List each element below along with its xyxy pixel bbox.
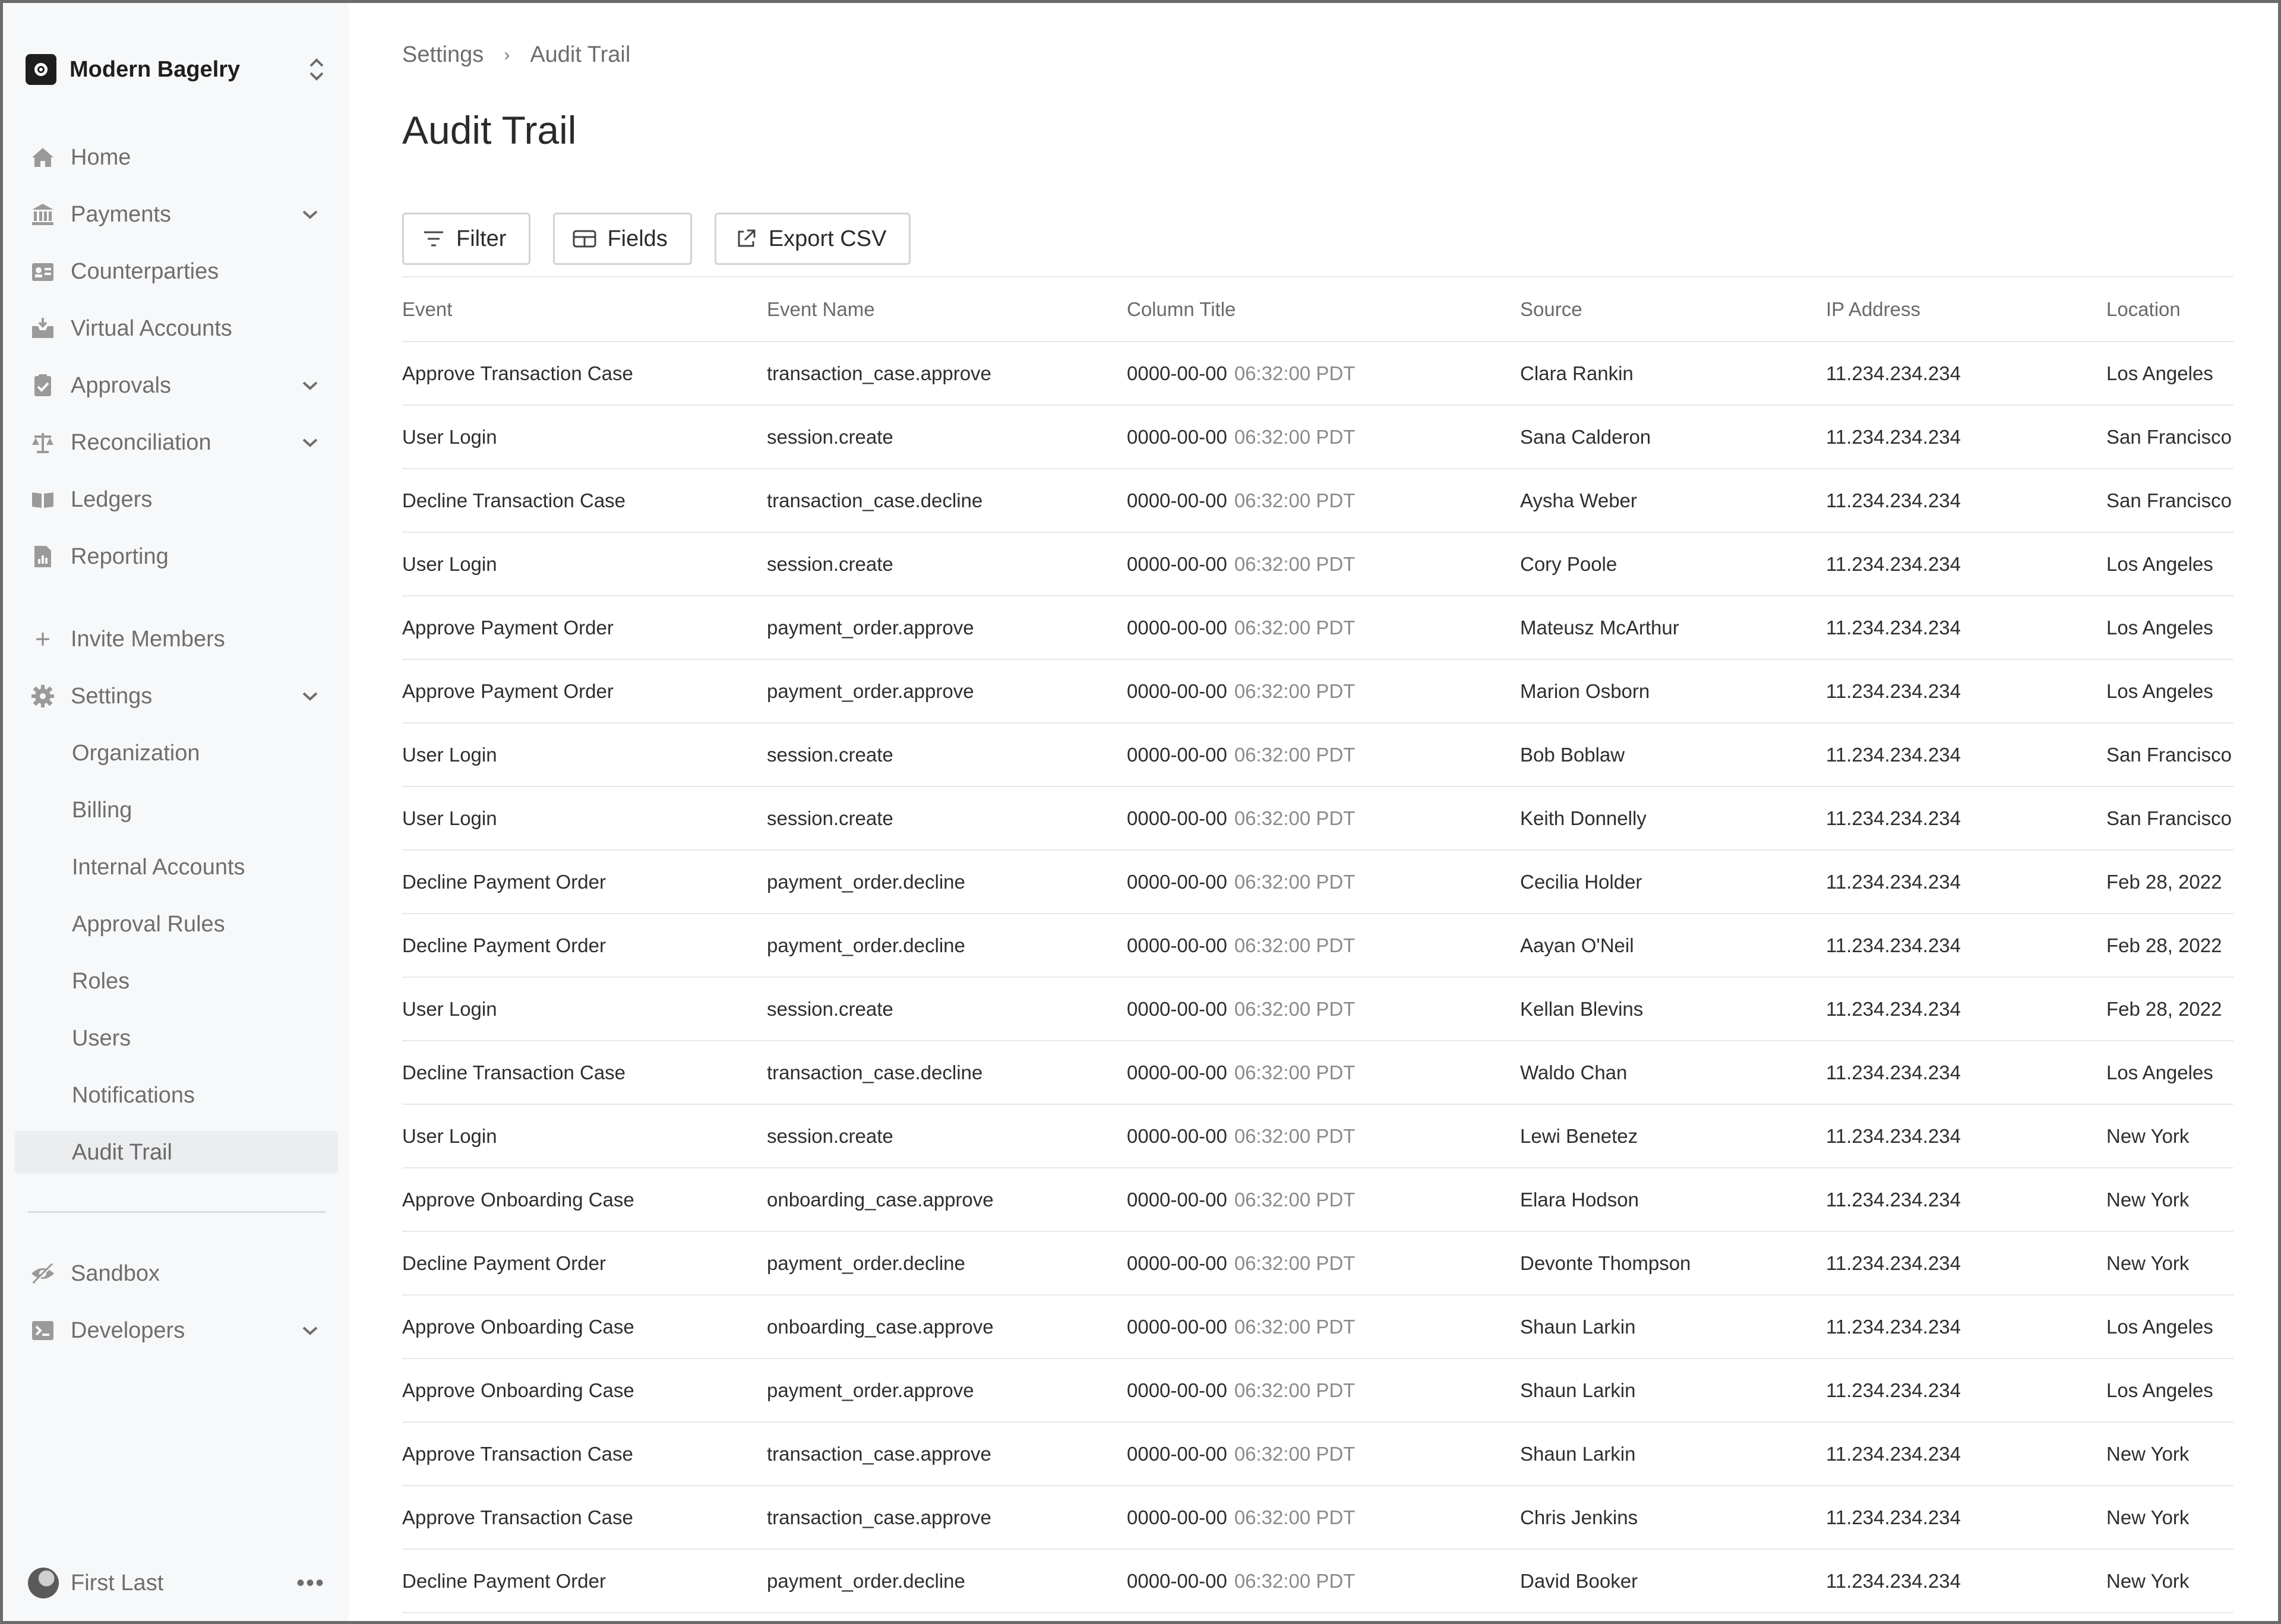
cell-event-name: onboarding_case.approve (767, 1295, 1127, 1358)
sidebar-item-approval-rules[interactable] (15, 903, 338, 946)
timestamp-date: 0000-00-00 (1127, 1379, 1227, 1401)
cell-timestamp (1127, 342, 1520, 405)
timestamp-time: 06:32:00 PDT (1234, 1506, 1356, 1528)
cell-event-name: payment_order.approve (767, 1358, 1127, 1422)
table-row[interactable] (402, 977, 2233, 1041)
home-icon (28, 143, 58, 172)
cell-timestamp (1127, 1295, 1520, 1358)
cell-timestamp (1127, 914, 1520, 977)
cell-location: Los Angeles (2106, 1358, 2233, 1422)
timestamp-date: 0000-00-00 (1127, 997, 1227, 1020)
export-csv-button[interactable] (715, 213, 911, 265)
audit-trail-table (402, 276, 2233, 1613)
timestamp-time: 06:32:00 PDT (1234, 552, 1356, 575)
timestamp-date: 0000-00-00 (1127, 1188, 1227, 1211)
org-logo-icon (26, 54, 56, 85)
cell-ip-address: 11.234.234.234 (1826, 405, 2106, 469)
page-title: Audit Trail (402, 108, 577, 152)
cell-event-name: transaction_case.decline (767, 469, 1127, 532)
cell-source: Shaun Larkin (1520, 1358, 1826, 1422)
table-row[interactable] (402, 1231, 2233, 1295)
timestamp-time: 06:32:00 PDT (1234, 362, 1356, 384)
sidebar-item-notifications[interactable] (15, 1074, 338, 1117)
breadcrumb-settings-link[interactable]: Settings (402, 42, 484, 67)
sidebar-item-label: Settings (71, 683, 153, 709)
cell-location: New York (2106, 1486, 2233, 1549)
filter-icon (422, 227, 446, 251)
cell-timestamp (1127, 596, 1520, 659)
cell-ip-address: 11.234.234.234 (1826, 1358, 2106, 1422)
cell-timestamp (1127, 786, 1520, 850)
cell-location: Feb 28, 2022 (2106, 914, 2233, 977)
table-row[interactable] (402, 469, 2233, 532)
cell-source: Elara Hodson (1520, 1168, 1826, 1231)
timestamp-time: 06:32:00 PDT (1234, 616, 1356, 639)
chevron-up-down-icon[interactable] (305, 52, 328, 87)
cell-timestamp (1127, 1422, 1520, 1486)
cell-location: San Francisco (2106, 469, 2233, 532)
sidebar-item-roles[interactable] (15, 960, 338, 1003)
main-content (349, 3, 2278, 1621)
cell-event: Decline Payment Order (402, 850, 767, 914)
table-row[interactable] (402, 1295, 2233, 1358)
cell-event-name: session.create (767, 532, 1127, 596)
cell-location: Los Angeles (2106, 1295, 2233, 1358)
table-row[interactable] (402, 786, 2233, 850)
cell-source: Mateusz McArthur (1520, 596, 1826, 659)
table-row[interactable] (402, 532, 2233, 596)
timestamp-date: 0000-00-00 (1127, 1569, 1227, 1592)
sidebar-item-label: Developers (71, 1317, 185, 1343)
sidebar-item-label: Ledgers (71, 486, 153, 512)
sidebar-item-label: Counterparties (71, 258, 219, 284)
sidebar-item-payments[interactable] (15, 193, 338, 236)
sidebar-item-label: Payments (71, 201, 171, 227)
cell-location: Feb 28, 2022 (2106, 850, 2233, 914)
cell-ip-address: 11.234.234.234 (1826, 1486, 2106, 1549)
table-row[interactable] (402, 1549, 2233, 1613)
cell-location: San Francisco (2106, 405, 2233, 469)
invite-members-label: Invite Members (71, 626, 225, 652)
timestamp-time: 06:32:00 PDT (1234, 1569, 1356, 1592)
sidebar-item-label: Home (71, 144, 131, 170)
cell-location: San Francisco (2106, 786, 2233, 850)
cell-event-name: payment_order.approve (767, 659, 1127, 723)
timestamp-time: 06:32:00 PDT (1234, 489, 1356, 511)
eye-off-icon (28, 1259, 58, 1288)
column-header-ip-address[interactable]: IP Address (1826, 277, 2106, 342)
cell-event-name: session.create (767, 786, 1127, 850)
sidebar (3, 3, 349, 1621)
sidebar-item-label: Billing (72, 797, 132, 823)
cell-event-name: transaction_case.approve (767, 1486, 1127, 1549)
timestamp-date: 0000-00-00 (1127, 807, 1227, 829)
inbox-icon (28, 314, 58, 343)
sidebar-item-reporting[interactable] (15, 535, 338, 578)
chevron-down-icon[interactable] (295, 1316, 325, 1345)
chevron-down-icon[interactable] (295, 428, 325, 457)
cell-location: New York (2106, 1231, 2233, 1295)
table-columns-icon (573, 227, 596, 251)
sidebar-item-organization[interactable] (15, 732, 338, 775)
column-header-event-name[interactable]: Event Name (767, 277, 1127, 342)
timestamp-time: 06:32:00 PDT (1234, 1252, 1356, 1274)
cell-ip-address: 11.234.234.234 (1826, 1104, 2106, 1168)
bank-icon (28, 200, 58, 229)
sidebar-item-counterparties[interactable] (15, 250, 338, 293)
table-row[interactable] (402, 1486, 2233, 1549)
timestamp-date: 0000-00-00 (1127, 1506, 1227, 1528)
column-header-event[interactable]: Event (402, 277, 767, 342)
timestamp-time: 06:32:00 PDT (1234, 807, 1356, 829)
timestamp-date: 0000-00-00 (1127, 680, 1227, 702)
timestamp-date: 0000-00-00 (1127, 1124, 1227, 1147)
avatar (28, 1568, 59, 1598)
table-row[interactable] (402, 596, 2233, 659)
sidebar-item-label: Roles (72, 968, 130, 994)
timestamp-time: 06:32:00 PDT (1234, 934, 1356, 956)
table-header-row (402, 277, 2233, 342)
cell-timestamp (1127, 977, 1520, 1041)
clipboard-check-icon (28, 371, 58, 400)
cell-ip-address: 11.234.234.234 (1826, 914, 2106, 977)
table-row[interactable] (402, 342, 2233, 405)
cell-timestamp (1127, 1231, 1520, 1295)
cell-source: Keith Donnelly (1520, 786, 1826, 850)
timestamp-date: 0000-00-00 (1127, 1442, 1227, 1465)
cell-event-name: session.create (767, 723, 1127, 786)
timestamp-date: 0000-00-00 (1127, 1061, 1227, 1083)
timestamp-time: 06:32:00 PDT (1234, 425, 1356, 448)
sidebar-item-virtual-accounts[interactable] (15, 307, 338, 350)
sidebar-item-label: Reporting (71, 544, 169, 569)
cell-event: Decline Transaction Case (402, 469, 767, 532)
cell-event-name: payment_order.approve (767, 596, 1127, 659)
cell-event: Decline Payment Order (402, 1549, 767, 1613)
org-switcher[interactable] (26, 52, 328, 87)
timestamp-time: 06:32:00 PDT (1234, 680, 1356, 702)
sidebar-item-audit-trail[interactable] (15, 1131, 338, 1174)
invite-members-button[interactable] (15, 618, 338, 661)
sidebar-item-billing[interactable] (15, 789, 338, 832)
cell-source: Devonte Thompson (1520, 1231, 1826, 1295)
filter-label: Filter (456, 226, 507, 251)
user-menu[interactable] (15, 1562, 338, 1604)
cell-timestamp (1127, 1486, 1520, 1549)
cell-event: Decline Transaction Case (402, 1041, 767, 1104)
cell-ip-address: 11.234.234.234 (1826, 723, 2106, 786)
user-name: First Last (71, 1570, 164, 1595)
timestamp-date: 0000-00-00 (1127, 489, 1227, 511)
cell-event-name: payment_order.decline (767, 914, 1127, 977)
cell-ip-address: 11.234.234.234 (1826, 1041, 2106, 1104)
cell-source: Cory Poole (1520, 532, 1826, 596)
cell-timestamp (1127, 723, 1520, 786)
timestamp-date: 0000-00-00 (1127, 552, 1227, 575)
cell-ip-address: 11.234.234.234 (1826, 532, 2106, 596)
cell-source: Lewi Benetez (1520, 1104, 1826, 1168)
cell-event: User Login (402, 1104, 767, 1168)
cell-ip-address: 11.234.234.234 (1826, 1295, 2106, 1358)
gear-icon (28, 681, 58, 711)
cell-event: Approve Transaction Case (402, 1422, 767, 1486)
cell-location: Feb 28, 2022 (2106, 977, 2233, 1041)
cell-source: Shaun Larkin (1520, 1295, 1826, 1358)
chevron-right-icon: › (504, 45, 510, 65)
chevron-down-icon[interactable] (295, 200, 325, 229)
timestamp-date: 0000-00-00 (1127, 743, 1227, 766)
cell-event: User Login (402, 977, 767, 1041)
cell-event: Decline Payment Order (402, 1231, 767, 1295)
cell-location: New York (2106, 1422, 2233, 1486)
book-icon (28, 485, 58, 514)
cell-ip-address: 11.234.234.234 (1826, 1422, 2106, 1486)
cell-ip-address: 11.234.234.234 (1826, 659, 2106, 723)
sidebar-item-sandbox[interactable] (15, 1252, 338, 1295)
cell-timestamp (1127, 405, 1520, 469)
timestamp-date: 0000-00-00 (1127, 362, 1227, 384)
timestamp-time: 06:32:00 PDT (1234, 1442, 1356, 1465)
cell-source: Marion Osborn (1520, 659, 1826, 723)
cell-event-name: session.create (767, 1104, 1127, 1168)
cell-event: Approve Onboarding Case (402, 1295, 767, 1358)
table-row[interactable] (402, 405, 2233, 469)
cell-location: Los Angeles (2106, 659, 2233, 723)
cell-source: Bob Boblaw (1520, 723, 1826, 786)
toolbar (402, 213, 911, 265)
timestamp-time: 06:32:00 PDT (1234, 1188, 1356, 1211)
sidebar-item-label: Reconciliation (71, 429, 211, 455)
timestamp-time: 06:32:00 PDT (1234, 1124, 1356, 1147)
timestamp-time: 06:32:00 PDT (1234, 997, 1356, 1020)
timestamp-date: 0000-00-00 (1127, 1315, 1227, 1338)
plus-icon (28, 624, 58, 654)
sidebar-item-label: Virtual Accounts (71, 315, 232, 341)
cell-event-name: session.create (767, 977, 1127, 1041)
cell-ip-address: 11.234.234.234 (1826, 342, 2106, 405)
cell-source: Shaun Larkin (1520, 1422, 1826, 1486)
cell-ip-address: 11.234.234.234 (1826, 1231, 2106, 1295)
cell-location: Los Angeles (2106, 596, 2233, 659)
timestamp-date: 0000-00-00 (1127, 934, 1227, 956)
cell-ip-address: 11.234.234.234 (1826, 786, 2106, 850)
cell-event: Approve Payment Order (402, 596, 767, 659)
cell-location: New York (2106, 1104, 2233, 1168)
table-body (402, 342, 2233, 1613)
cell-event-name: onboarding_case.approve (767, 1168, 1127, 1231)
cell-event: Approve Transaction Case (402, 342, 767, 405)
sidebar-item-reconciliation[interactable] (15, 421, 338, 464)
cell-event: Decline Payment Order (402, 914, 767, 977)
cell-event-name: payment_order.decline (767, 850, 1127, 914)
sidebar-item-approvals[interactable] (15, 364, 338, 407)
cell-ip-address: 11.234.234.234 (1826, 1549, 2106, 1613)
cell-event-name: transaction_case.approve (767, 1422, 1127, 1486)
cell-event-name: session.create (767, 405, 1127, 469)
cell-timestamp (1127, 1549, 1520, 1613)
filter-button[interactable] (402, 213, 530, 265)
external-link-icon (734, 227, 758, 251)
more-icon[interactable]: ••• (296, 1569, 325, 1596)
cell-event: Approve Transaction Case (402, 1486, 767, 1549)
cell-location: New York (2106, 1549, 2233, 1613)
contacts-icon (28, 257, 58, 286)
cell-source: Sana Calderon (1520, 405, 1826, 469)
cell-source: Aayan O'Neil (1520, 914, 1826, 977)
cell-location: San Francisco (2106, 723, 2233, 786)
cell-timestamp (1127, 850, 1520, 914)
chevron-down-icon[interactable] (295, 681, 325, 711)
cell-event: User Login (402, 532, 767, 596)
table-row[interactable] (402, 1168, 2233, 1231)
cell-event: Approve Onboarding Case (402, 1168, 767, 1231)
column-header-column-title[interactable]: Column Title (1127, 277, 1520, 342)
table-row[interactable] (402, 1422, 2233, 1486)
cell-timestamp (1127, 1358, 1520, 1422)
cell-event: Approve Payment Order (402, 659, 767, 723)
cell-event: User Login (402, 723, 767, 786)
breadcrumb-current: Audit Trail (530, 42, 631, 67)
table-row[interactable] (402, 1358, 2233, 1422)
cell-event-name: transaction_case.approve (767, 342, 1127, 405)
cell-ip-address: 11.234.234.234 (1826, 977, 2106, 1041)
sidebar-item-internal-accounts[interactable] (15, 846, 338, 889)
cell-timestamp (1127, 532, 1520, 596)
fields-button[interactable] (553, 213, 691, 265)
sidebar-item-label: Internal Accounts (72, 854, 245, 880)
table-row[interactable] (402, 914, 2233, 977)
cell-location: Los Angeles (2106, 1041, 2233, 1104)
timestamp-time: 06:32:00 PDT (1234, 1379, 1356, 1401)
cell-event-name: transaction_case.decline (767, 1041, 1127, 1104)
breadcrumb (402, 42, 630, 68)
sidebar-item-label: Approval Rules (72, 911, 225, 937)
column-header-source[interactable]: Source (1520, 277, 1826, 342)
cell-location: New York (2106, 1168, 2233, 1231)
timestamp-time: 06:32:00 PDT (1234, 1315, 1356, 1338)
sidebar-item-label: Organization (72, 740, 200, 766)
cell-timestamp (1127, 469, 1520, 532)
cell-source: David Booker (1520, 1549, 1826, 1613)
table-row[interactable] (402, 1104, 2233, 1168)
cell-event-name: payment_order.decline (767, 1549, 1127, 1613)
cell-ip-address: 11.234.234.234 (1826, 596, 2106, 659)
cell-source: Clara Rankin (1520, 342, 1826, 405)
cell-timestamp (1127, 1041, 1520, 1104)
cell-timestamp (1127, 659, 1520, 723)
sidebar-item-settings[interactable] (15, 675, 338, 718)
timestamp-date: 0000-00-00 (1127, 1252, 1227, 1274)
cell-ip-address: 11.234.234.234 (1826, 850, 2106, 914)
cell-source: Aysha Weber (1520, 469, 1826, 532)
cell-event-name: payment_order.decline (767, 1231, 1127, 1295)
table-row[interactable] (402, 659, 2233, 723)
sidebar-item-label: Approvals (71, 372, 171, 398)
cell-event: User Login (402, 786, 767, 850)
sidebar-item-label: Audit Trail (72, 1139, 172, 1165)
cell-location: Los Angeles (2106, 532, 2233, 596)
cell-ip-address: 11.234.234.234 (1826, 1168, 2106, 1231)
report-icon (28, 542, 58, 571)
table-row[interactable] (402, 1041, 2233, 1104)
cell-timestamp (1127, 1168, 1520, 1231)
cell-ip-address: 11.234.234.234 (1826, 469, 2106, 532)
sidebar-item-users[interactable] (15, 1017, 338, 1060)
table-row[interactable] (402, 850, 2233, 914)
export-csv-label: Export CSV (768, 226, 887, 251)
cell-timestamp (1127, 1104, 1520, 1168)
org-name: Modern Bagelry (69, 56, 241, 82)
cell-event: Approve Onboarding Case (402, 1358, 767, 1422)
timestamp-time: 06:32:00 PDT (1234, 743, 1356, 766)
cell-event: User Login (402, 405, 767, 469)
sidebar-divider (28, 1211, 326, 1213)
table-row[interactable] (402, 723, 2233, 786)
column-header-location[interactable]: Location (2106, 277, 2233, 342)
sidebar-item-label: Notifications (72, 1082, 195, 1108)
cell-source: Waldo Chan (1520, 1041, 1826, 1104)
sidebar-item-home[interactable] (15, 136, 338, 179)
cell-source: Chris Jenkins (1520, 1486, 1826, 1549)
timestamp-time: 06:32:00 PDT (1234, 870, 1356, 893)
sidebar-item-developers[interactable] (15, 1309, 338, 1352)
sidebar-item-ledgers[interactable] (15, 478, 338, 521)
timestamp-date: 0000-00-00 (1127, 870, 1227, 893)
chevron-down-icon[interactable] (295, 371, 325, 400)
cell-source: Cecilia Holder (1520, 850, 1826, 914)
timestamp-date: 0000-00-00 (1127, 425, 1227, 448)
sidebar-item-label: Users (72, 1025, 131, 1051)
fields-label: Fields (607, 226, 668, 251)
cell-location: Los Angeles (2106, 342, 2233, 405)
cell-source: Kellan Blevins (1520, 977, 1826, 1041)
terminal-icon (28, 1316, 58, 1345)
sidebar-item-label: Sandbox (71, 1260, 160, 1286)
timestamp-time: 06:32:00 PDT (1234, 1061, 1356, 1083)
scale-icon (28, 428, 58, 457)
timestamp-date: 0000-00-00 (1127, 616, 1227, 639)
